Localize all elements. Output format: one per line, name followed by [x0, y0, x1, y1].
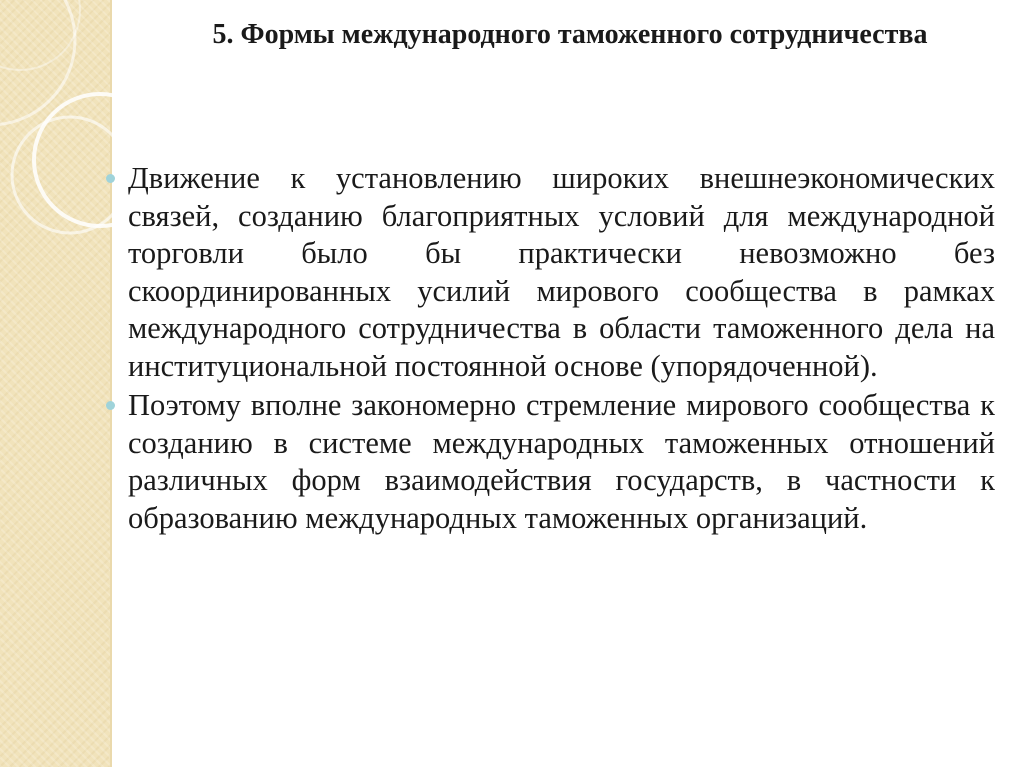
bullet-list: [100, 160, 995, 539]
bullet-text-2: Поэтому вполне закономерно стремление мирового сообщества к созданию в системе международных таможенных отношений различных форм взаимодействия государств, в частности к образованию международных таможенных организаций.: [128, 388, 995, 535]
bullet-dot-icon: [106, 174, 115, 183]
slide-title: 5. Формы международного таможенного сотрудничества: [212, 19, 928, 50]
bullet-text-1: Движение к установлению широких внешнеэкономических связей, созданию благоприятных условий для международной торговли было бы практически невозможно без скоординированных усилий мирового сообщества в рамках международного сотрудничества в области таможенного дела на институциональной постоянной основе (упорядоченной).: [128, 161, 995, 383]
bullet-item-2: [100, 387, 995, 537]
bullet-item-1: [100, 160, 995, 385]
bullet-dot-icon: [106, 401, 115, 410]
